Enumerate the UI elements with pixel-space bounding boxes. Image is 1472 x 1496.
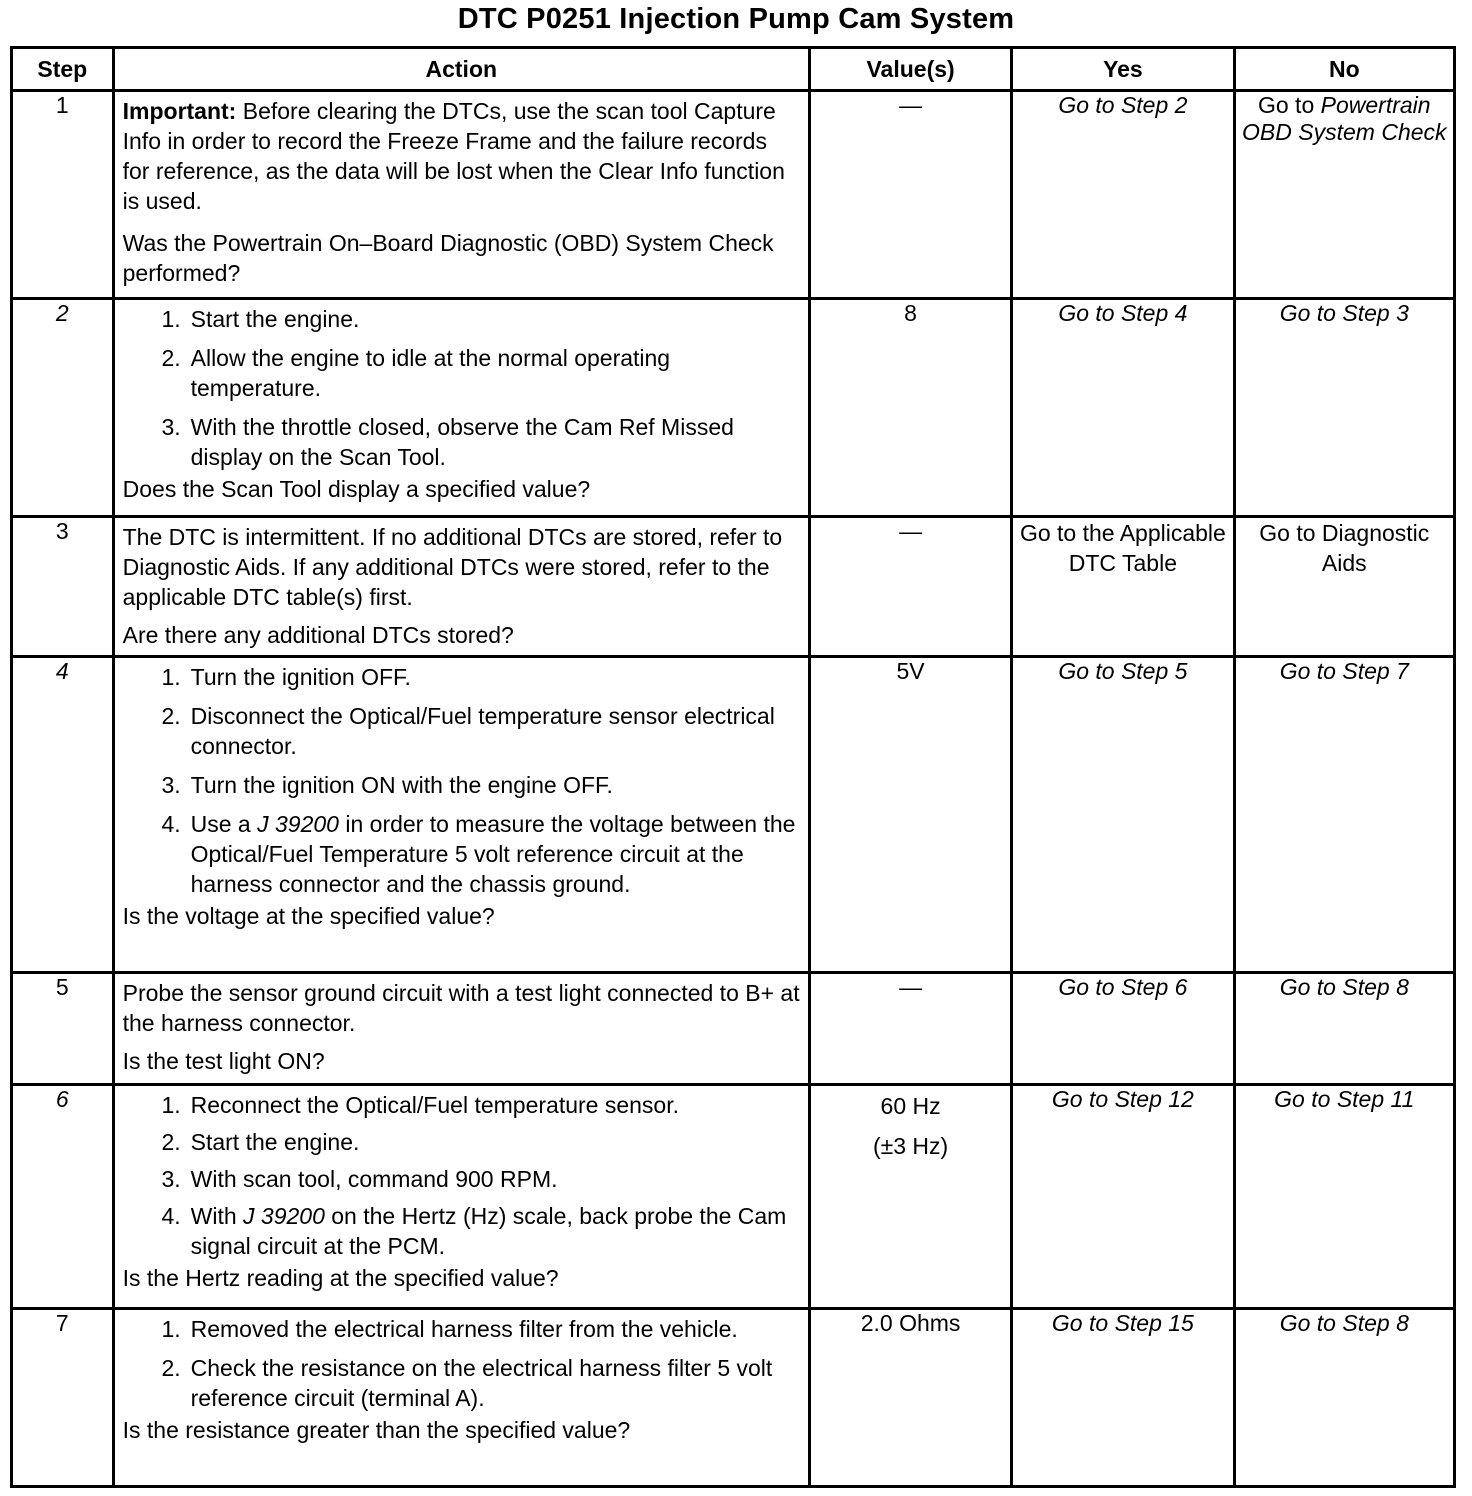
step-question: Was the Powertrain On–Board Diagnostic (OBD) System Check performed? [122, 230, 774, 286]
value-cell: — [809, 517, 1011, 657]
action-item: 3. With scan tool, command 900 RPM. [161, 1166, 558, 1192]
yes-cell: Go to Step 15 [1012, 1309, 1234, 1487]
action-cell [113, 91, 809, 299]
table-header-row [12, 48, 1455, 91]
diagnostic-table [10, 46, 1456, 1488]
table-row [12, 91, 1455, 299]
step-number: 3 [12, 517, 114, 657]
action-cell [113, 1309, 809, 1487]
action-item: 1. Removed the electrical harness filter from the vehicle. [161, 1316, 738, 1342]
no-cell: Go to Step 7 [1234, 657, 1454, 973]
action-item: 3. Turn the ignition ON with the engine OFF. [161, 772, 613, 798]
step-question: Is the resistance greater than the specified value? [122, 1417, 631, 1443]
action-cell [113, 299, 809, 517]
table-row [12, 657, 1455, 973]
table-row [12, 973, 1455, 1085]
value-cell: — [809, 91, 1011, 299]
important-label: Important: [122, 98, 237, 124]
no-cell: Go to Step 3 [1234, 299, 1454, 517]
action-cell [113, 1085, 809, 1309]
yes-cell: Go to Step 12 [1012, 1085, 1234, 1309]
no-cell: Go to Step 11 [1234, 1085, 1454, 1309]
value-cell: — [809, 973, 1011, 1085]
value-line: 60 Hz [880, 1093, 941, 1119]
step-question: Is the test light ON? [122, 1048, 325, 1074]
action-cell [113, 657, 809, 973]
step-question: Does the Scan Tool display a specified value? [122, 476, 591, 502]
no-prefix: Go to [1257, 92, 1321, 118]
no-cell: Go to Diagnostic Aids [1234, 517, 1454, 657]
action-item: 1. Reconnect the Optical/Fuel temperature sensor. [161, 1092, 679, 1118]
step-number: 6 [12, 1085, 114, 1309]
table-row [12, 517, 1455, 657]
table-row [12, 299, 1455, 517]
action-item: 4. With J 39200 on the Hertz (Hz) scale, back probe the Cam signal circuit at the PCM. [161, 1203, 787, 1259]
page-title: DTC P0251 Injection Pump Cam System [457, 3, 1015, 35]
no-cell: Go to Step 8 [1234, 1309, 1454, 1487]
action-cell [113, 973, 809, 1085]
yes-cell: Go to the Applicable DTC Table [1012, 517, 1234, 657]
step-number: 4 [12, 657, 114, 973]
step-question: Is the Hertz reading at the specified value? [122, 1265, 559, 1291]
yes-cell: Go to Step 2 [1012, 91, 1234, 299]
header-action: Action [113, 48, 809, 91]
step-text: Probe the sensor ground circuit with a test light connected to B+ at the harness connector. [122, 980, 800, 1036]
value-cell: 2.0 Ohms [809, 1309, 1011, 1487]
action-item: 1. Start the engine. [161, 306, 360, 332]
no-italic-link: Powertrain OBD System Check [1242, 92, 1447, 145]
table-row [12, 1309, 1455, 1487]
table-row [12, 1085, 1455, 1309]
value-line: (±3 Hz) [872, 1133, 949, 1159]
action-item: 4. Use a J 39200 in order to measure the voltage between the Optical/Fuel Temperature 5 volt reference circuit at the harness connector and the chassis ground. [161, 811, 796, 897]
step-number: 5 [12, 973, 114, 1085]
action-cell [113, 517, 809, 657]
action-item: 1. Turn the ignition OFF. [161, 664, 411, 690]
yes-cell: Go to Step 6 [1012, 973, 1234, 1085]
important-text: Before clearing the DTCs, use the scan tool Capture Info in order to record the Freeze Frame and the failure records for reference, as the data will be lost when the Clear Info function is used. [122, 98, 785, 214]
header-no: No [1234, 48, 1454, 91]
step-number: 7 [12, 1309, 114, 1487]
action-item: 2. Start the engine. [161, 1129, 360, 1155]
step-question: Are there any additional DTCs stored? [122, 622, 514, 648]
value-cell [809, 1085, 1011, 1309]
action-item: 2. Allow the engine to idle at the normal operating temperature. [161, 345, 671, 401]
step-number: 1 [12, 91, 114, 299]
no-cell: Go to Step 8 [1234, 973, 1454, 1085]
value-cell: 5V [809, 657, 1011, 973]
step-question: Is the voltage at the specified value? [122, 903, 495, 929]
yes-cell: Go to Step 4 [1012, 299, 1234, 517]
action-item: 2. Disconnect the Optical/Fuel temperature sensor electrical connector. [161, 703, 775, 759]
header-values: Value(s) [809, 48, 1011, 91]
value-cell: 8 [809, 299, 1011, 517]
no-cell [1234, 91, 1454, 299]
header-yes: Yes [1012, 48, 1234, 91]
action-item: 3. With the throttle closed, observe the Cam Ref Missed display on the Scan Tool. [161, 414, 734, 470]
header-step: Step [12, 48, 114, 91]
step-text: The DTC is intermittent. If no additional DTCs are stored, refer to Diagnostic Aids. If any additional DTCs were stored, refer to the applicable DTC table(s) first. [122, 524, 783, 610]
step-number: 2 [12, 299, 114, 517]
yes-cell: Go to Step 5 [1012, 657, 1234, 973]
action-item: 2. Check the resistance on the electrical harness filter 5 volt reference circuit (terminal A). [161, 1355, 773, 1411]
